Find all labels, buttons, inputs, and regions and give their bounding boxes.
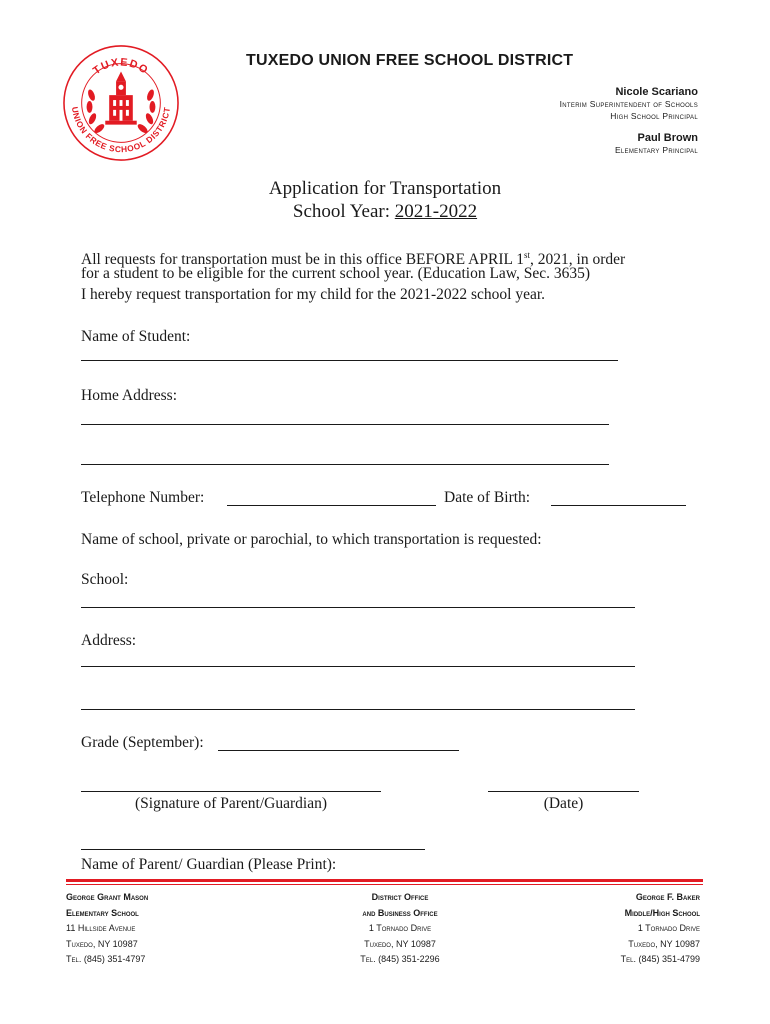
footer-street: 1 Tornado Drive — [637, 923, 700, 934]
parent-name-label: Name of Parent/ Guardian (Please Print): — [81, 856, 337, 873]
telephone-field[interactable] — [227, 505, 436, 506]
footer-divider — [66, 879, 703, 882]
intro-superscript: st — [524, 250, 531, 260]
staff-role: Interim Superintendent of Schools — [559, 99, 698, 109]
district-seal-logo — [62, 44, 180, 162]
staff-name: Paul Brown — [637, 132, 698, 144]
school-year — [0, 201, 770, 223]
footer-middle-high-school — [621, 890, 700, 968]
home-address-label: Home Address: — [81, 387, 178, 404]
date-label: (Date) — [543, 795, 584, 812]
staff-elementary-principal — [615, 132, 698, 156]
footer-city: Tuxedo, NY 10987 — [364, 938, 436, 949]
student-name-label: Name of Student: — [81, 328, 191, 345]
seal-bottom-text: UNION FREE SCHOOL DISTRICT — [69, 106, 173, 155]
footer-office-name: District Office — [371, 892, 429, 902]
telephone-label: Telephone Number: — [81, 489, 205, 506]
footer-school-name: George Grant Mason — [66, 892, 149, 902]
footer-divider-thin — [66, 884, 703, 885]
parent-name-field[interactable] — [81, 849, 425, 850]
school-address-label: Address: — [81, 632, 137, 649]
staff-superintendent — [560, 86, 698, 122]
intro-request: I hereby request transportation for my child for the 2021-2022 school year. — [81, 286, 546, 303]
staff-role: High School Principal — [610, 111, 698, 121]
home-address-line2-field[interactable] — [81, 464, 609, 465]
footer-district-office — [300, 890, 500, 968]
footer-school-type: Middle/High School — [624, 907, 700, 918]
grade-label: Grade (September): — [81, 734, 204, 751]
school-address-line1-field[interactable] — [81, 666, 635, 667]
footer-city: Tuxedo, NY 10987 — [628, 938, 700, 949]
footer-office-type: and Business Office — [362, 907, 438, 918]
signature-label: (Signature of Parent/Guardian) — [135, 795, 327, 812]
footer-street: 11 Hillside Avenue — [66, 923, 136, 934]
student-name-field[interactable] — [81, 360, 618, 361]
school-year-value: 2021-2022 — [394, 201, 478, 222]
form-title: Application for Transportation — [268, 178, 502, 199]
school-year-label: School Year: — [292, 201, 395, 222]
district-name: TUXEDO UNION FREE SCHOOL DISTRICT — [246, 52, 574, 69]
school-field[interactable] — [81, 607, 635, 608]
footer-school-name: George F. Baker — [635, 892, 700, 902]
date-field[interactable] — [488, 791, 639, 792]
home-address-line1-field[interactable] — [81, 424, 609, 425]
school-address-line2-field[interactable] — [81, 709, 635, 710]
intro-text: All requests for transportation must be in this office BEFORE APRIL 1 — [81, 251, 524, 269]
footer-phone: Tel. (845) 351-2296 — [360, 954, 440, 965]
staff-role: Elementary Principal — [614, 145, 698, 155]
signature-field[interactable] — [81, 791, 381, 792]
intro-eligibility: for a student to be eligible for the current school year. (Education Law, Sec. 3635) — [81, 265, 591, 282]
footer-city: Tuxedo, NY 10987 — [66, 938, 138, 949]
footer-school-type: Elementary School — [66, 907, 139, 918]
school-question: Name of school, private or parochial, to which transportation is requested: — [81, 531, 542, 548]
school-label: School: — [81, 571, 129, 588]
date-of-birth-label: Date of Birth: — [444, 489, 531, 506]
grade-field[interactable] — [218, 750, 459, 751]
footer-elementary-school — [66, 890, 148, 968]
footer-phone: Tel. (845) 351-4799 — [620, 954, 700, 965]
intro-text: , 2021, in order — [530, 251, 626, 269]
footer-phone: Tel. (845) 351-4797 — [66, 954, 146, 965]
footer-street: 1 Tornado Drive — [368, 923, 432, 934]
seal-top-text: TUXEDO — [90, 56, 151, 78]
date-of-birth-field[interactable] — [551, 505, 686, 506]
staff-name: Nicole Scariano — [615, 86, 698, 98]
